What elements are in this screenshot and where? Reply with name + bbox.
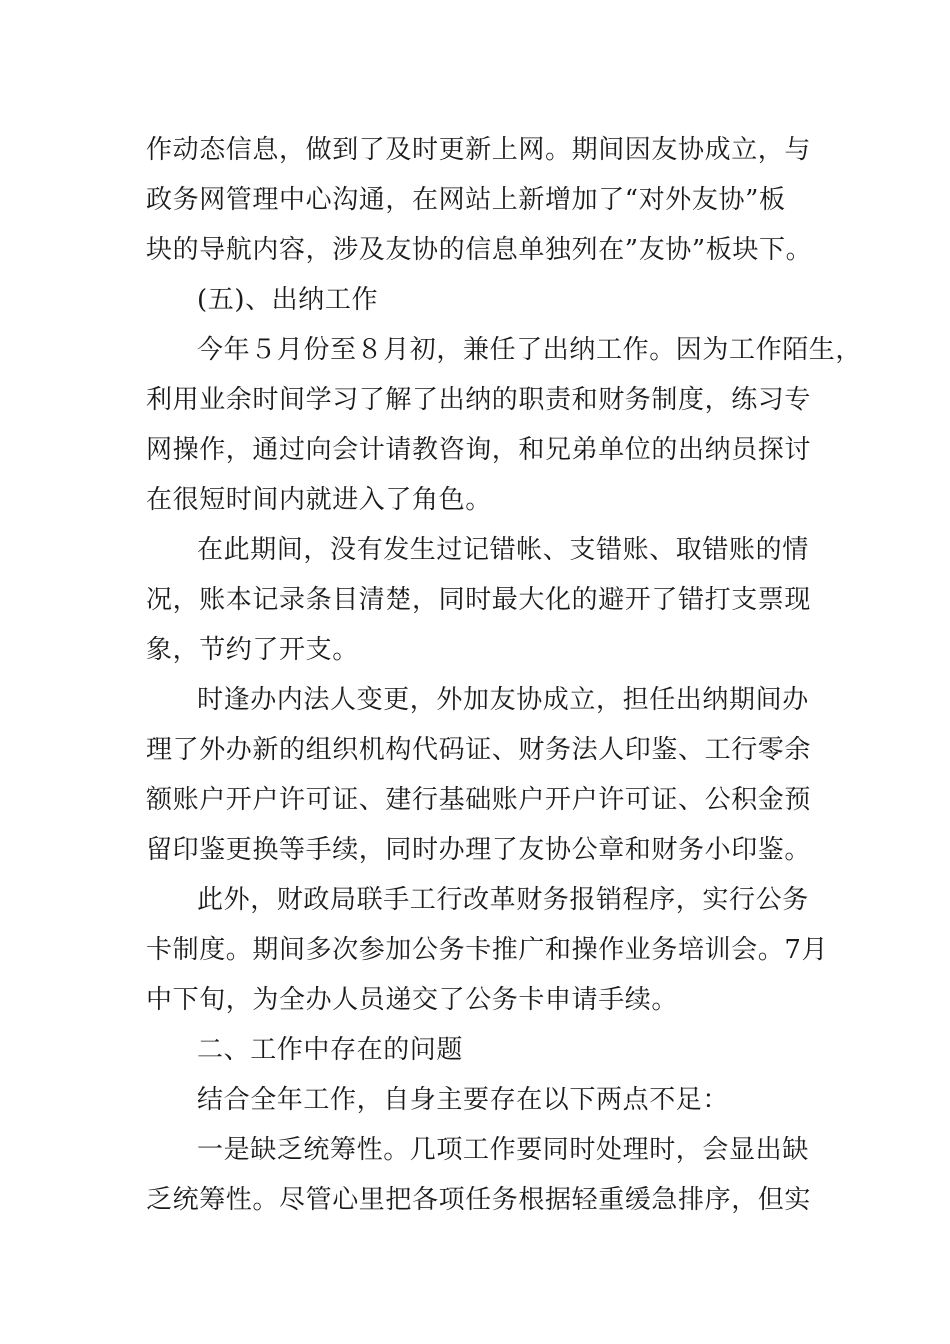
text-line: 乏统筹性。尽管心里把各项任务根据轻重缓急排序，但实 [146, 1185, 812, 1215]
text-line: 理了外办新的组织机构代码证、财务法人印鉴、工行零余 [146, 735, 812, 765]
text-line: 此外，财政局联手工行改革财务报销程序，实行公务 [197, 885, 809, 915]
text-line: 结合全年工作，自身主要存在以下两点不足： [197, 1085, 730, 1115]
text-line: 一是缺乏统筹性。几项工作要同时处理时，会显出缺 [197, 1135, 809, 1165]
text-line: 中下旬，为全办人员递交了公务卡申请手续。 [146, 985, 679, 1015]
text-line: 在此期间，没有发生过记错帐、支错账、取错账的情 [197, 535, 809, 565]
section-heading: (五)、出纳工作 [197, 285, 379, 315]
text-line: 况，账本记录条目清楚，同时最大化的避开了错打支票现 [146, 585, 812, 615]
text-line: 今年５月份至８月初，兼任了出纳工作。因为工作陌生， [197, 335, 863, 365]
text-line: 作动态信息，做到了及时更新上网。期间因友协成立，与 [146, 135, 812, 165]
text-line: 卡制度。期间多次参加公务卡推广和操作业务培训会。7月 [146, 935, 829, 965]
text-line: 象，节约了开支。 [146, 635, 359, 665]
text-line: 留印鉴更换等手续，同时办理了友协公章和财务小印鉴。 [146, 835, 812, 865]
text-line: 时逢办内法人变更，外加友协成立，担任出纳期间办 [197, 685, 809, 715]
text-line: 额账户开户许可证、建行基础账户开户许可证、公积金预 [146, 785, 812, 815]
text-line: 网操作，通过向会计请教咨询，和兄弟单位的出纳员探讨 [146, 435, 812, 465]
section-heading: 二、工作中存在的问题 [197, 1035, 464, 1065]
text-line: 在很短时间内就进入了角色。 [146, 485, 492, 515]
text-line: 政务网管理中心沟通，在网站上新增加了“对外友协”板 [146, 185, 786, 215]
text-line: 块的导航内容，涉及友协的信息单独列在”友协”板块下。 [146, 235, 813, 265]
text-line: 利用业余时间学习了解了出纳的职责和财务制度，练习专 [146, 385, 812, 415]
